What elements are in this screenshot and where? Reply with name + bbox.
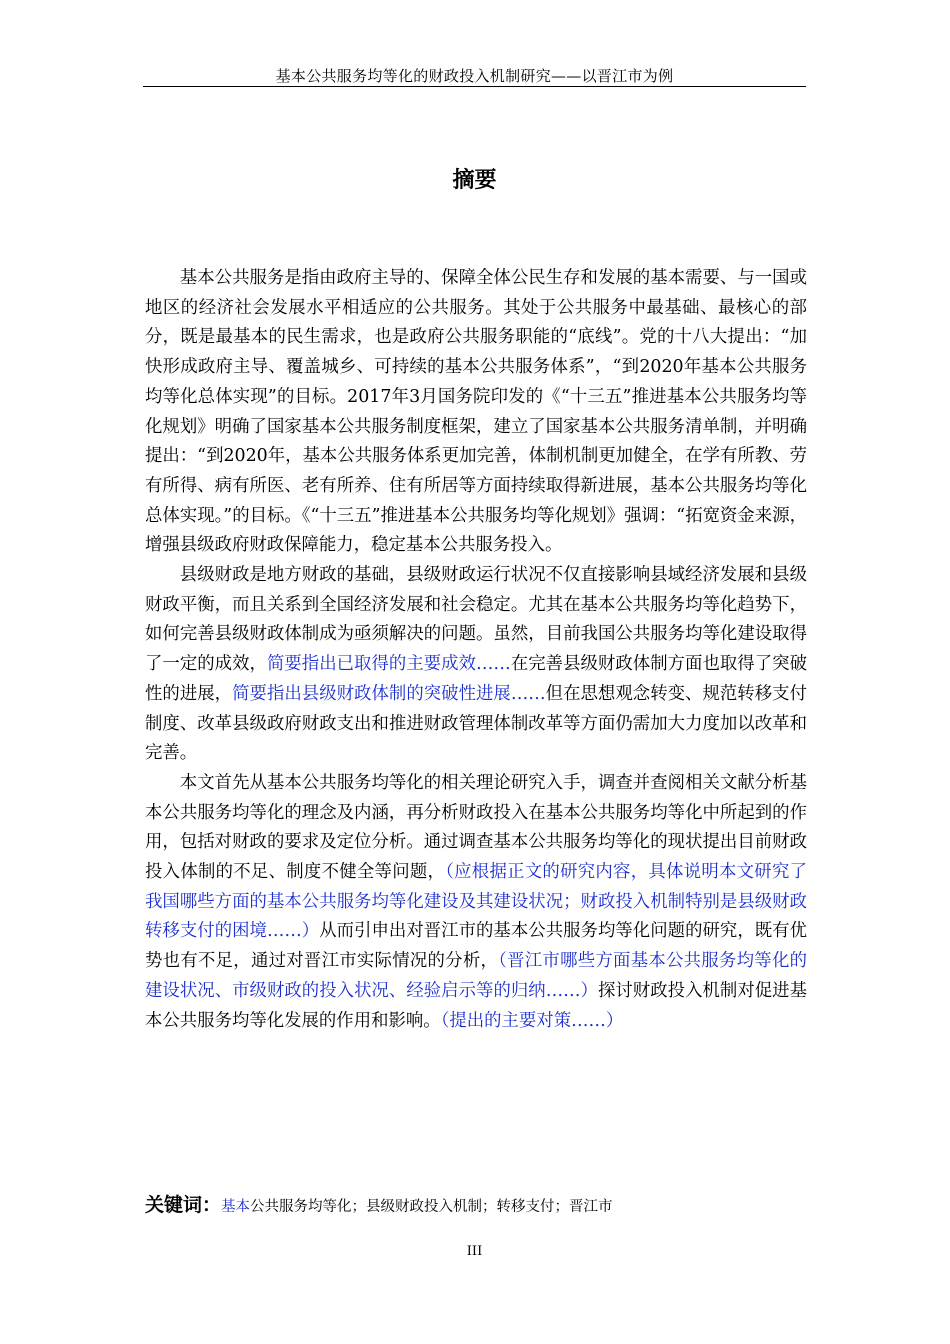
paragraph-text: 县级财政是地方财政的基础，县级财政运行状况不仅直接影响县域经济发展和县级财政平衡，而且关系到全国经济发展和社会稳定。尤其在基本公共服务均等化趋势下，如何完善县级财政体制成为亟须解决的问题。虽然，目前我国公共服务均等化建设取得了一定的成效， — [145, 565, 807, 675]
page-number: III — [466, 1244, 483, 1259]
editor-note: 简要指出县级财政体制的突破性进展…… — [232, 683, 546, 704]
editor-note: （应根据正文的研究内容，具体说明本文研究了我国哪些方面的基本公共服务均等化建设及其建设状况；财政投入机制特别是县级财政转移支付的困境……） — [145, 862, 807, 942]
editor-note: 简要指出已取得的主要成效…… — [266, 654, 511, 675]
page-title: 摘要 — [452, 168, 497, 193]
paragraph-text: 但在思想观念转变、规范转移支付制度、改革县级政府财政支出和推进财政管理体制改革等方面仍需加大力度加以改革和完善。 — [145, 683, 807, 764]
keywords-label: 关键词： — [145, 1194, 222, 1216]
editor-note: （提出的主要对策……） — [440, 1010, 624, 1031]
keywords-line — [145, 1190, 807, 1222]
abstract-paragraph-1 — [145, 264, 807, 561]
abstract-paragraph-2 — [145, 561, 807, 769]
abstract-body — [145, 264, 807, 1036]
paragraph-text: 探讨财政投入机制对促进基本公共服务均等化发展的作用和影响。 — [145, 980, 807, 1031]
paragraph-text: 本文首先从基本公共服务均等化的相关理论研究入手，调查并查阅相关文献分析基本公共服务均等化的理念及内涵，再分析财政投入在基本公共服务均等化中所起到的作用，包括对财政的要求及定位分析。通过调查基本公共服务均等化的现状提出目前财政投入体制的不足、制度不健全等问题， — [145, 772, 807, 883]
keyword-highlight: 基本 — [221, 1199, 251, 1215]
paragraph-text: 从而引申出对晋江市的基本公共服务均等化问题的研究，既有优势也有不足，通过对晋江市实际情况的分析， — [145, 921, 807, 972]
running-header: 基本公共服务均等化的财政投入机制研究——以晋江市为例 — [275, 67, 674, 85]
keywords-text: 公共服务均等化；县级财政投入机制；转移支付；晋江市 — [250, 1199, 613, 1215]
paragraph-text: 基本公共服务是指由政府主导的、保障全体公民生存和发展的基本需要、与一国或地区的经济社会发展水平相适应的公共服务。其处于公共服务中最基础、最核心的部分，既是最基本的民生需求，也是政府公共服务职能的“底线”。党的十八大提出：“加快形成政府主导、覆盖城乡、可持续的基本公共服务体系”，“到2020年基本公共服务均等化总体实现”的目标。2017年3月国务院印发的《“十三五”推进基本公共服务均等化规划》明确了国家基本公共服务制度框架，建立了国家基本公共服务清单制，并明确提出：“到2020年，基本公共服务体系更加完善，体制机制更加健全，在学有所教、劳有所得、病有所医、老有所养、住有所居等方面持续取得新进展，基本公共服务均等化总体实现。”的目标。《“十三五”推进基本公共服务均等化规划》强调：“拓宽资金来源，增强县级政府财政保障能力，稳定基本公共服务投入。 — [145, 268, 807, 556]
abstract-paragraph-3 — [145, 769, 807, 1036]
paragraph-text: 在完善县级财政体制方面也取得了突破性的进展， — [145, 654, 807, 704]
header-rule — [143, 86, 806, 87]
editor-note: （晋江市哪些方面基本公共服务均等化的建设状况、市级财政的投入状况、经验启示等的归纳……） — [145, 951, 807, 1001]
